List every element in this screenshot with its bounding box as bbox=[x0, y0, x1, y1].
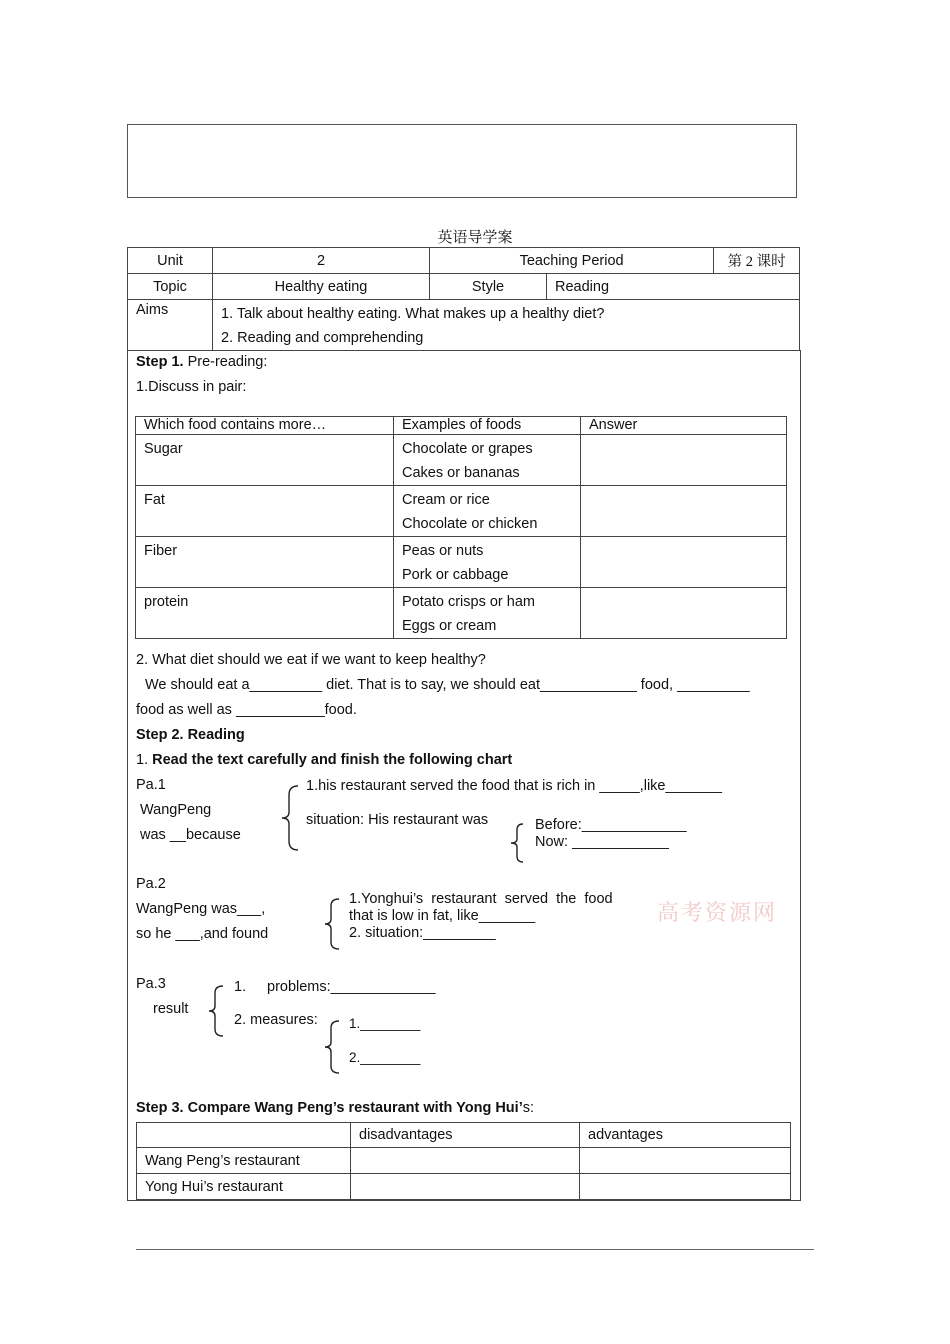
nutrient-cell: protein bbox=[136, 588, 394, 639]
question-2-line2[interactable]: food as well as ___________food. bbox=[136, 702, 357, 718]
example: Eggs or cream bbox=[402, 618, 497, 634]
advantages-cell[interactable] bbox=[580, 1148, 791, 1174]
style-value: Reading bbox=[547, 274, 800, 300]
table-row bbox=[137, 1174, 791, 1200]
food-table bbox=[135, 416, 787, 639]
header-blank-box bbox=[127, 124, 797, 198]
compare-table bbox=[136, 1122, 791, 1200]
compare-header: disadvantages bbox=[351, 1123, 580, 1148]
answer-cell[interactable] bbox=[581, 486, 787, 537]
unit-value: 2 bbox=[213, 248, 430, 274]
examples-cell bbox=[394, 435, 581, 486]
pa2-branch2[interactable]: 2. situation:_________ bbox=[349, 925, 496, 941]
pa1-line2[interactable]: was __because bbox=[140, 827, 241, 843]
pa1-label: Pa.1 bbox=[136, 777, 166, 793]
table-row bbox=[137, 1148, 791, 1174]
table-row bbox=[136, 435, 787, 486]
table-row bbox=[136, 537, 787, 588]
example: Cream or rice bbox=[402, 492, 490, 508]
step1-heading-bold: Step 1. bbox=[136, 354, 184, 370]
watermark: 高考资源网 bbox=[657, 900, 778, 925]
topic-label: Topic bbox=[128, 274, 213, 300]
table-row bbox=[136, 486, 787, 537]
restaurant-name: Wang Peng’s restaurant bbox=[137, 1148, 351, 1174]
answer-cell[interactable] bbox=[581, 588, 787, 639]
brace-icon bbox=[280, 785, 300, 851]
pa1-line1: WangPeng bbox=[140, 802, 212, 818]
brace-icon bbox=[323, 1020, 341, 1074]
aim-1: 1. Talk about healthy eating. What makes up a healthy diet? bbox=[221, 306, 605, 322]
period-value: 第 2 课时 bbox=[714, 248, 800, 274]
food-table-header: Which food contains more… bbox=[136, 417, 394, 435]
example: Cakes or bananas bbox=[402, 465, 520, 481]
example: Chocolate or grapes bbox=[402, 441, 533, 457]
compare-header: advantages bbox=[580, 1123, 791, 1148]
disadvantages-cell[interactable] bbox=[351, 1174, 580, 1200]
header-table bbox=[127, 247, 800, 351]
aims-label: Aims bbox=[128, 300, 213, 351]
page-title: 英语导学案 bbox=[437, 230, 513, 246]
pa3-branch1-text[interactable]: problems:_____________ bbox=[267, 979, 436, 995]
pa3-line1: result bbox=[153, 1001, 189, 1017]
brace-icon bbox=[323, 898, 341, 950]
aims-content bbox=[213, 300, 800, 351]
table-row bbox=[136, 588, 787, 639]
pa2-line2[interactable]: so he ___,and found bbox=[136, 926, 269, 942]
step2-sub bbox=[136, 748, 512, 773]
pa1-branch1[interactable]: 1.his restaurant served the food that is rich in _____,like_______ bbox=[306, 778, 722, 794]
step2-heading: Step 2. Reading bbox=[136, 727, 245, 743]
example: Chocolate or chicken bbox=[402, 516, 538, 532]
step3-heading bbox=[136, 1096, 534, 1121]
pa1-branch2: situation: His restaurant was bbox=[306, 812, 489, 828]
step1-sub: 1.Discuss in pair: bbox=[136, 379, 247, 395]
pa3-label: Pa.3 bbox=[136, 976, 166, 992]
nutrient-cell: Fat bbox=[136, 486, 394, 537]
restaurant-name: Yong Hui’s restaurant bbox=[137, 1174, 351, 1200]
brace-icon bbox=[207, 985, 225, 1037]
food-table-header: Answer bbox=[581, 417, 787, 435]
pa2-line1[interactable]: WangPeng was___, bbox=[136, 901, 266, 917]
step1-heading-rest: Pre-reading: bbox=[183, 354, 268, 370]
topic-value: Healthy eating bbox=[213, 274, 430, 300]
pa3-measure1[interactable]: 1.________ bbox=[349, 1016, 421, 1031]
brace-icon bbox=[509, 823, 525, 863]
pa3-branch2: 2. measures: bbox=[234, 1012, 318, 1028]
food-table-header: Examples of foods bbox=[394, 417, 581, 435]
step3-heading-rest: s: bbox=[522, 1100, 535, 1116]
unit-label: Unit bbox=[128, 248, 213, 274]
compare-header bbox=[137, 1123, 351, 1148]
examples-cell bbox=[394, 588, 581, 639]
pa2-branch1a: 1.Yonghui’s restaurant served the food bbox=[349, 891, 613, 907]
pa3-branch1-num: 1. bbox=[234, 979, 247, 995]
step2-sub-bold: Read the text carefully and finish the following chart bbox=[152, 752, 513, 768]
answer-cell[interactable] bbox=[581, 435, 787, 486]
step2-sub-num: 1. bbox=[136, 752, 153, 768]
question-2: 2. What diet should we eat if we want to keep healthy? bbox=[136, 652, 486, 668]
pa1-before[interactable]: Before:_____________ bbox=[535, 817, 687, 833]
example: Pork or cabbage bbox=[402, 567, 509, 583]
style-label: Style bbox=[430, 274, 547, 300]
period-label: Teaching Period bbox=[430, 248, 714, 274]
step1-heading bbox=[136, 350, 267, 375]
examples-cell bbox=[394, 537, 581, 588]
nutrient-cell: Sugar bbox=[136, 435, 394, 486]
advantages-cell[interactable] bbox=[580, 1174, 791, 1200]
pa1-now[interactable]: Now: ____________ bbox=[535, 834, 669, 850]
disadvantages-cell[interactable] bbox=[351, 1148, 580, 1174]
nutrient-cell: Fiber bbox=[136, 537, 394, 588]
answer-cell[interactable] bbox=[581, 537, 787, 588]
question-2-line1[interactable]: We should eat a_________ diet. That is to say, we should eat____________ food, _________ bbox=[145, 677, 750, 693]
footer-divider bbox=[136, 1249, 814, 1250]
examples-cell bbox=[394, 486, 581, 537]
aim-2: 2. Reading and comprehending bbox=[221, 330, 424, 346]
pa2-label: Pa.2 bbox=[136, 876, 166, 892]
pa3-measure2[interactable]: 2.________ bbox=[349, 1050, 421, 1065]
step3-heading-bold: Step 3. Compare Wang Peng’s restaurant with Yong Hui’ bbox=[136, 1100, 523, 1116]
example: Potato crisps or ham bbox=[402, 594, 535, 610]
example: Peas or nuts bbox=[402, 543, 484, 559]
pa2-branch1b[interactable]: that is low in fat, like_______ bbox=[349, 908, 536, 924]
